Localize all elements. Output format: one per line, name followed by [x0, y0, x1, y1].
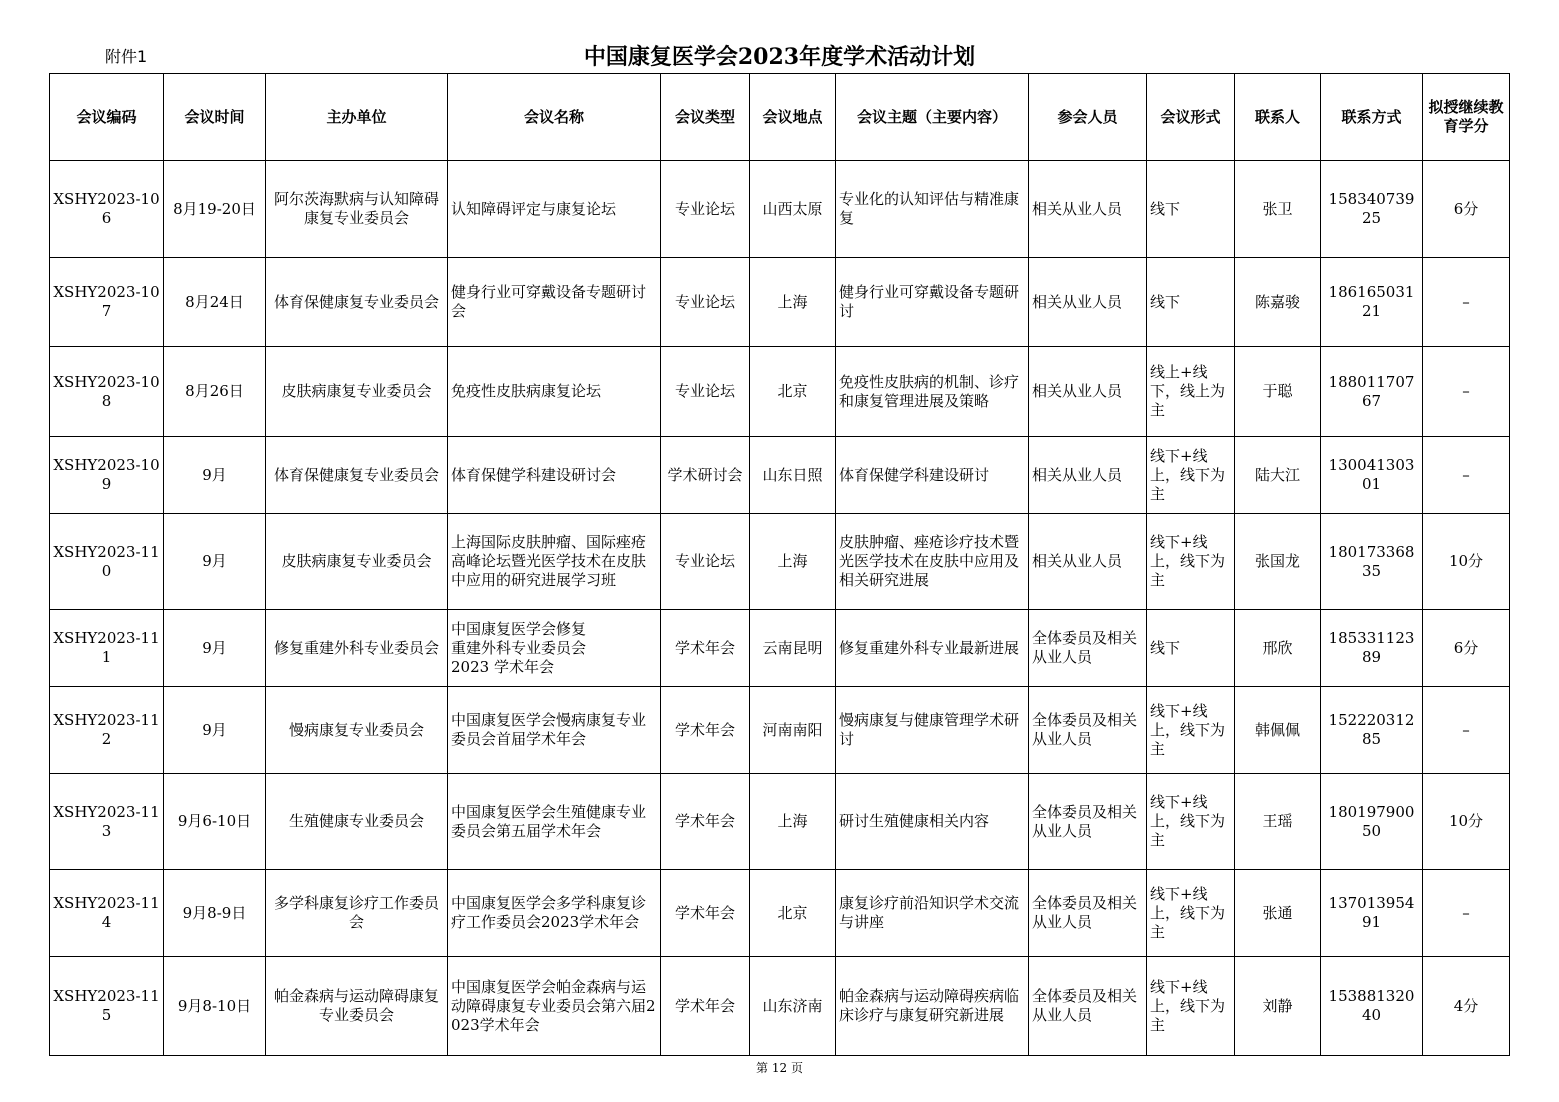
cell-name: 中国康复医学会帕金森病与运动障碍康复专业委员会第六届2023学术年会: [448, 957, 661, 1056]
cell-phone: 13004130301: [1321, 437, 1423, 514]
header-location: 会议地点: [750, 74, 836, 161]
header-name: 会议名称: [448, 74, 661, 161]
cell-theme: 皮肤肿瘤、痤疮诊疗技术暨光医学技术在皮肤中应用及相关研究进展: [836, 514, 1029, 610]
header-attendees: 参会人员: [1029, 74, 1147, 161]
cell-time: 8月26日: [164, 347, 266, 437]
cell-attendees: 相关从业人员: [1029, 514, 1147, 610]
cell-credit: –: [1423, 870, 1510, 957]
cell-location: 山东济南: [750, 957, 836, 1056]
cell-code: XSHY2023-115: [50, 957, 164, 1056]
cell-name: 中国康复医学会多学科康复诊疗工作委员会2023学术年会: [448, 870, 661, 957]
cell-contact: 王瑶: [1235, 774, 1321, 870]
cell-type: 专业论坛: [661, 161, 750, 258]
cell-phone: 15222031285: [1321, 687, 1423, 774]
cell-attendees: 全体委员及相关从业人员: [1029, 870, 1147, 957]
cell-attendees: 全体委员及相关从业人员: [1029, 687, 1147, 774]
cell-attendees: 相关从业人员: [1029, 161, 1147, 258]
header-theme: 会议主题（主要内容）: [836, 74, 1029, 161]
cell-attendees: 相关从业人员: [1029, 258, 1147, 347]
cell-credit: –: [1423, 347, 1510, 437]
cell-type: 专业论坛: [661, 347, 750, 437]
cell-organizer: 慢病康复专业委员会: [266, 687, 448, 774]
cell-format: 线下+线上，线下为主: [1147, 870, 1235, 957]
cell-time: 9月8-9日: [164, 870, 266, 957]
cell-theme: 帕金森病与运动障碍疾病临床诊疗与康复研究新进展: [836, 957, 1029, 1056]
cell-credit: 4分: [1423, 957, 1510, 1056]
cell-location: 上海: [750, 774, 836, 870]
header-type: 会议类型: [661, 74, 750, 161]
cell-code: XSHY2023-114: [50, 870, 164, 957]
cell-attendees: 相关从业人员: [1029, 347, 1147, 437]
cell-code: XSHY2023-111: [50, 610, 164, 687]
page-title: 中国康复医学会2023年度学术活动计划: [583, 44, 976, 70]
cell-time: 9月8-10日: [164, 957, 266, 1056]
cell-name: 免疫性皮肤病康复论坛: [448, 347, 661, 437]
cell-theme: 免疫性皮肤病的机制、诊疗和康复管理进展及策略: [836, 347, 1029, 437]
cell-organizer: 体育保健康复专业委员会: [266, 437, 448, 514]
cell-time: 9月: [164, 687, 266, 774]
cell-contact: 刘静: [1235, 957, 1321, 1056]
cell-phone: 15834073925: [1321, 161, 1423, 258]
cell-format: 线下+线上，线下为主: [1147, 774, 1235, 870]
cell-organizer: 体育保健康复专业委员会: [266, 258, 448, 347]
cell-credit: –: [1423, 258, 1510, 347]
cell-theme: 研讨生殖健康相关内容: [836, 774, 1029, 870]
cell-code: XSHY2023-112: [50, 687, 164, 774]
cell-phone: 18017336835: [1321, 514, 1423, 610]
cell-format: 线下: [1147, 258, 1235, 347]
cell-code: XSHY2023-106: [50, 161, 164, 258]
cell-format: 线下: [1147, 610, 1235, 687]
cell-theme: 专业化的认知评估与精准康复: [836, 161, 1029, 258]
header-organizer: 主办单位: [266, 74, 448, 161]
cell-contact: 陆大江: [1235, 437, 1321, 514]
cell-location: 山东日照: [750, 437, 836, 514]
header-time: 会议时间: [164, 74, 266, 161]
cell-type: 学术年会: [661, 957, 750, 1056]
cell-credit: –: [1423, 437, 1510, 514]
cell-contact: 张卫: [1235, 161, 1321, 258]
cell-type: 专业论坛: [661, 514, 750, 610]
table-row: [50, 957, 1510, 1056]
cell-theme: 修复重建外科专业最新进展: [836, 610, 1029, 687]
cell-contact: 韩佩佩: [1235, 687, 1321, 774]
cell-time: 8月24日: [164, 258, 266, 347]
header-code: 会议编码: [50, 74, 164, 161]
cell-credit: 10分: [1423, 774, 1510, 870]
cell-phone: 13701395491: [1321, 870, 1423, 957]
cell-credit: 6分: [1423, 161, 1510, 258]
attachment-label: 附件1: [105, 47, 148, 66]
cell-name: 体育保健学科建设研讨会: [448, 437, 661, 514]
cell-attendees: 全体委员及相关从业人员: [1029, 774, 1147, 870]
cell-theme: 慢病康复与健康管理学术研讨: [836, 687, 1029, 774]
cell-format: 线下: [1147, 161, 1235, 258]
table-row: [50, 514, 1510, 610]
header-credit: 拟授继续教育学分: [1423, 74, 1510, 161]
cell-organizer: 皮肤病康复专业委员会: [266, 514, 448, 610]
cell-format: 线下+线上，线下为主: [1147, 514, 1235, 610]
cell-attendees: 全体委员及相关从业人员: [1029, 957, 1147, 1056]
cell-phone: 15388132040: [1321, 957, 1423, 1056]
cell-phone: 18019790050: [1321, 774, 1423, 870]
page-number: 第 12 页: [756, 1061, 803, 1075]
table-row: [50, 347, 1510, 437]
header-phone: 联系方式: [1321, 74, 1423, 161]
cell-time: 9月6-10日: [164, 774, 266, 870]
header-format: 会议形式: [1147, 74, 1235, 161]
cell-contact: 陈嘉骏: [1235, 258, 1321, 347]
cell-phone: 18616503121: [1321, 258, 1423, 347]
cell-attendees: 相关从业人员: [1029, 437, 1147, 514]
cell-organizer: 生殖健康专业委员会: [266, 774, 448, 870]
cell-location: 山西太原: [750, 161, 836, 258]
cell-location: 上海: [750, 258, 836, 347]
activity-plan-table: [49, 73, 1510, 1056]
cell-location: 北京: [750, 870, 836, 957]
cell-name: 上海国际皮肤肿瘤、国际痤疮高峰论坛暨光医学技术在皮肤中应用的研究进展学习班: [448, 514, 661, 610]
cell-location: 上海: [750, 514, 836, 610]
cell-code: XSHY2023-107: [50, 258, 164, 347]
cell-contact: 张国龙: [1235, 514, 1321, 610]
cell-attendees: 全体委员及相关从业人员: [1029, 610, 1147, 687]
table-row: [50, 774, 1510, 870]
cell-time: 9月: [164, 437, 266, 514]
header-contact: 联系人: [1235, 74, 1321, 161]
cell-format: 线下+线上，线下为主: [1147, 687, 1235, 774]
cell-contact: 于聪: [1235, 347, 1321, 437]
cell-theme: 康复诊疗前沿知识学术交流与讲座: [836, 870, 1029, 957]
cell-organizer: 皮肤病康复专业委员会: [266, 347, 448, 437]
cell-name: 中国康复医学会生殖健康专业委员会第五届学术年会: [448, 774, 661, 870]
table-row: [50, 610, 1510, 687]
cell-type: 学术年会: [661, 870, 750, 957]
cell-organizer: 多学科康复诊疗工作委员会: [266, 870, 448, 957]
cell-theme: 健身行业可穿戴设备专题研讨: [836, 258, 1029, 347]
cell-credit: 10分: [1423, 514, 1510, 610]
cell-contact: 张通: [1235, 870, 1321, 957]
cell-credit: –: [1423, 687, 1510, 774]
cell-phone: 18801170767: [1321, 347, 1423, 437]
cell-time: 9月: [164, 514, 266, 610]
cell-type: 学术研讨会: [661, 437, 750, 514]
cell-location: 河南南阳: [750, 687, 836, 774]
cell-name: 认知障碍评定与康复论坛: [448, 161, 661, 258]
cell-organizer: 帕金森病与运动障碍康复专业委员会: [266, 957, 448, 1056]
cell-name: 中国康复医学会修复 重建外科专业委员会 2023 学术年会: [448, 610, 661, 687]
cell-code: XSHY2023-110: [50, 514, 164, 610]
cell-type: 专业论坛: [661, 258, 750, 347]
cell-organizer: 阿尔茨海默病与认知障碍康复专业委员会: [266, 161, 448, 258]
cell-format: 线上+线下，线上为主: [1147, 347, 1235, 437]
cell-phone: 18533112389: [1321, 610, 1423, 687]
cell-location: 云南昆明: [750, 610, 836, 687]
table-header-row: [50, 74, 1510, 161]
table-row: [50, 687, 1510, 774]
cell-code: XSHY2023-113: [50, 774, 164, 870]
cell-time: 8月19-20日: [164, 161, 266, 258]
cell-code: XSHY2023-109: [50, 437, 164, 514]
table-row: [50, 161, 1510, 258]
cell-organizer: 修复重建外科专业委员会: [266, 610, 448, 687]
cell-format: 线下+线上，线下为主: [1147, 957, 1235, 1056]
cell-code: XSHY2023-108: [50, 347, 164, 437]
table-row: [50, 258, 1510, 347]
cell-name: 健身行业可穿戴设备专题研讨会: [448, 258, 661, 347]
table-row: [50, 870, 1510, 957]
cell-theme: 体育保健学科建设研讨: [836, 437, 1029, 514]
cell-format: 线下+线上，线下为主: [1147, 437, 1235, 514]
cell-type: 学术年会: [661, 774, 750, 870]
table-row: [50, 437, 1510, 514]
cell-contact: 邢欣: [1235, 610, 1321, 687]
cell-name: 中国康复医学会慢病康复专业委员会首届学术年会: [448, 687, 661, 774]
cell-location: 北京: [750, 347, 836, 437]
cell-type: 学术年会: [661, 610, 750, 687]
cell-credit: 6分: [1423, 610, 1510, 687]
cell-type: 学术年会: [661, 687, 750, 774]
cell-time: 9月: [164, 610, 266, 687]
